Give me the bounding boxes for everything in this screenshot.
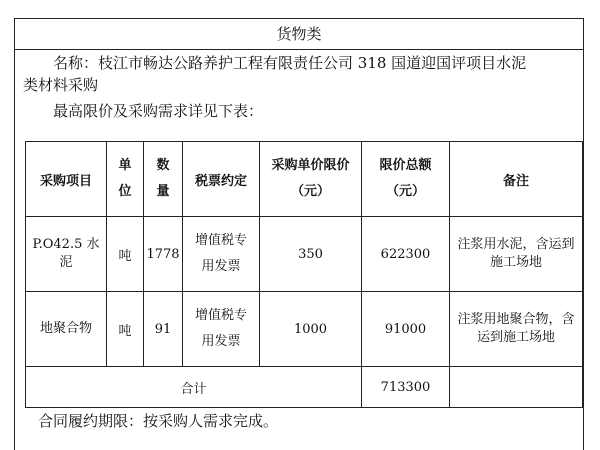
cell-unit: 吨 <box>107 292 144 367</box>
section-title: 货物类 <box>15 19 583 50</box>
cell-remark <box>450 217 583 292</box>
project-name-line: 名称：枝江市畅达公路养护工程有限责任公司 318 国道迎国评项目水泥 <box>53 54 527 72</box>
total-header-2: （元） <box>385 184 425 199</box>
cell-tax <box>183 217 260 292</box>
contract-term-line: 合同履约期限：按采购人需求完成。 <box>38 412 279 430</box>
price-header-1: 采购单价限价 <box>271 158 350 173</box>
cell-total: 622300 <box>362 217 450 292</box>
total-header-1: 限价总额 <box>379 158 432 173</box>
procurement-table <box>25 141 583 408</box>
cell-qty: 1778 <box>144 217 183 292</box>
price-header-2: （元） <box>290 184 330 199</box>
tax-text-2: 用发票 <box>201 334 241 349</box>
sum-remark-empty <box>450 367 583 408</box>
col-header-qty <box>144 142 183 217</box>
col-header-remark: 备注 <box>450 142 583 217</box>
document-frame <box>14 18 584 450</box>
intro-block <box>15 52 583 122</box>
cell-price: 350 <box>260 217 362 292</box>
cell-tax <box>183 292 260 367</box>
project-name-continued: 类材料采购 <box>23 76 99 94</box>
cell-price: 1000 <box>260 292 362 367</box>
qty-header-2: 量 <box>156 184 170 199</box>
table-sum-row <box>26 367 583 408</box>
cell-item <box>26 292 107 367</box>
sum-total: 713300 <box>362 367 450 408</box>
sum-label: 合计 <box>26 367 362 408</box>
tax-text-1: 增值税专 <box>194 308 247 323</box>
col-header-price <box>260 142 362 217</box>
cell-remark <box>450 292 583 367</box>
remark-text: 注浆用地聚合物，含运到施工场地 <box>457 312 575 345</box>
col-header-item: 采购项目 <box>26 142 107 217</box>
col-header-tax: 税票约定 <box>183 142 260 217</box>
price-intro-line: 最高限价及采购需求详见下表： <box>53 102 264 120</box>
col-header-total <box>362 142 450 217</box>
item-text: 地聚合物 <box>39 321 92 336</box>
remark-text: 注浆用水泥，含运到施工场地 <box>457 237 575 270</box>
tax-text-2: 用发票 <box>201 259 241 274</box>
cell-qty: 91 <box>144 292 183 367</box>
cell-unit: 吨 <box>107 217 144 292</box>
item-text: P.O42.5 水泥 <box>32 237 100 270</box>
qty-header-1: 数 <box>156 158 170 173</box>
table-row <box>26 217 583 292</box>
cell-total: 91000 <box>362 292 450 367</box>
col-header-unit <box>107 142 144 217</box>
table-header-row <box>26 142 583 217</box>
unit-header-1: 单 <box>118 158 132 173</box>
table-row <box>26 292 583 367</box>
cell-item <box>26 217 107 292</box>
tax-text-1: 增值税专 <box>194 233 247 248</box>
unit-header-2: 位 <box>118 184 132 199</box>
